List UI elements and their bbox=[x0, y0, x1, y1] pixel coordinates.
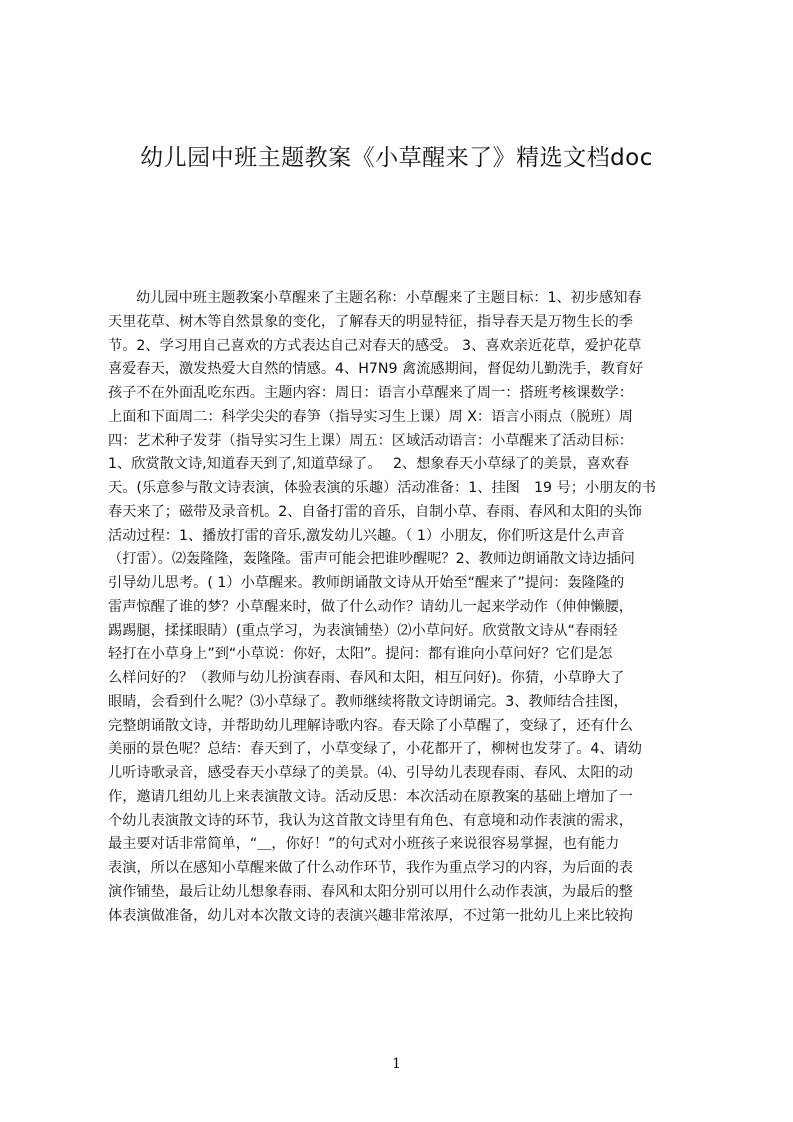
body-line: 轻打在小草身上”到“小草说：你好，太阳”。提问：都有谁向小草问好？它们是怎 bbox=[108, 646, 613, 663]
body-line: 幼儿园中班主题教案小草醒来了主题名称：小草醒来了主题目标：1、初步感知春 bbox=[136, 290, 642, 306]
body-line: 么样问好的？（教师与幼儿扮演春雨、春风和太阳，相互问好)。你猜，小草睁大了 bbox=[108, 670, 625, 686]
body-line: 引导幼儿思考。( 1）小草醒来。教师朗诵散文诗从开始至“醒来了”提问：轰隆隆的 bbox=[108, 575, 625, 591]
body-line: 活动过程：1、播放打雷的音乐,激发幼儿兴趣。（ 1）小朋友，你们听这是什么声音 bbox=[108, 527, 625, 544]
body-line: 1、欣赏散文诗,知道春天到了,知道草绿了。 2、想象春天小草绿了的美景，喜欢春 bbox=[108, 456, 630, 473]
body-line: （打雷）。⑵轰隆隆，轰隆隆。雷声可能会把谁吵醒呢？2、教师边朗诵散文诗边插问 bbox=[108, 551, 635, 568]
body-line: 天。(乐意参与散文诗表演，体验表演的乐趣）活动准备：1、挂图 19 号；小朋友的书 bbox=[108, 480, 656, 496]
body-line: 喜爱春天，激发热爱大自然的情感。4、H7N9 禽流感期间，督促幼儿勤洗手，教育好 bbox=[108, 361, 644, 378]
body-line: 踢踢腿，揉揉眼睛）(重点学习，为表演铺垫）⑵小草问好。欣赏散文诗从“春雨轻 bbox=[108, 622, 618, 639]
document-title: 幼儿园中班主题教案《小草醒来了》精选文档doc bbox=[140, 145, 653, 171]
body-line: 春天来了；磁带及录音机。2、自备打雷的音乐，自制小草、春雨、春风和太阳的头饰 bbox=[108, 503, 642, 520]
body-line: 上面和下面周二：科学尖尖的春笋（指导实习生上课）周 X：语言小雨点（脱班）周 bbox=[108, 408, 633, 425]
body-line: 演作铺垫，最后让幼儿想象春雨、春风和太阳分别可以用什么动作表演，为最后的整 bbox=[108, 883, 633, 900]
body-line: 作，邀请几组幼儿上来表演散文诗。活动反思：本次活动在原教案的基础上增加了一 bbox=[108, 788, 633, 805]
body-line: 最主要对话非常简单，“＿，你好！”的句式对小班孩子来说很容易掌握，也有能力 bbox=[108, 836, 620, 853]
body-line: 眼睛，会看到什么呢？⑶小草绿了。教师继续将散文诗朗诵完。3、教师结合挂图， bbox=[108, 693, 628, 710]
body-line: 节。2、学习用自己喜欢的方式表达自己对春天的感受。 3、喜欢亲近花草，爱护花草 bbox=[108, 337, 642, 354]
body-line: 体表演做准备，幼儿对本次散文诗的表演兴趣非常浓厚，不过第一批幼儿上来比较拘 bbox=[108, 907, 633, 924]
body-line: 美丽的景色呢？总结：春天到了，小草变绿了，小花都开了，柳树也发芽了。4、请幼 bbox=[108, 741, 642, 758]
body-line: 儿听诗歌录音，感受春天小草绿了的美景。⑷、引导幼儿表现春雨、春风、太阳的动 bbox=[108, 765, 633, 781]
body-line: 个幼儿表演散文诗的环节，我认为这首散文诗里有角色、有意境和动作表演的需求， bbox=[108, 812, 633, 829]
body-line: 雷声惊醒了谁的梦？小草醒来时，做了什么动作？请幼儿一起来学动作（伸伸懒腰， bbox=[108, 598, 633, 615]
body-line: 孩子不在外面乱吃东西。主题内容：周日：语言小草醒来了周一：搭班考核课数学： bbox=[108, 385, 633, 401]
body-line: 天里花草、树木等自然景象的变化，了解春天的明显特征，指导春天是万物生长的季 bbox=[108, 313, 633, 330]
document-body bbox=[108, 287, 708, 927]
body-line: 完整朗诵散文诗，并帮助幼儿理解诗歌内容。春天除了小草醒了，变绿了，还有什么 bbox=[108, 717, 633, 734]
body-line: 表演，所以在感知小草醒来做了什么动作环节，我作为重点学习的内容，为后面的表 bbox=[108, 860, 633, 876]
page-number: 1 bbox=[392, 1056, 401, 1072]
body-line: 四：艺术种子发芽（指导实习生上课）周五：区域活动语言：小草醒来了活动目标： bbox=[108, 432, 633, 449]
